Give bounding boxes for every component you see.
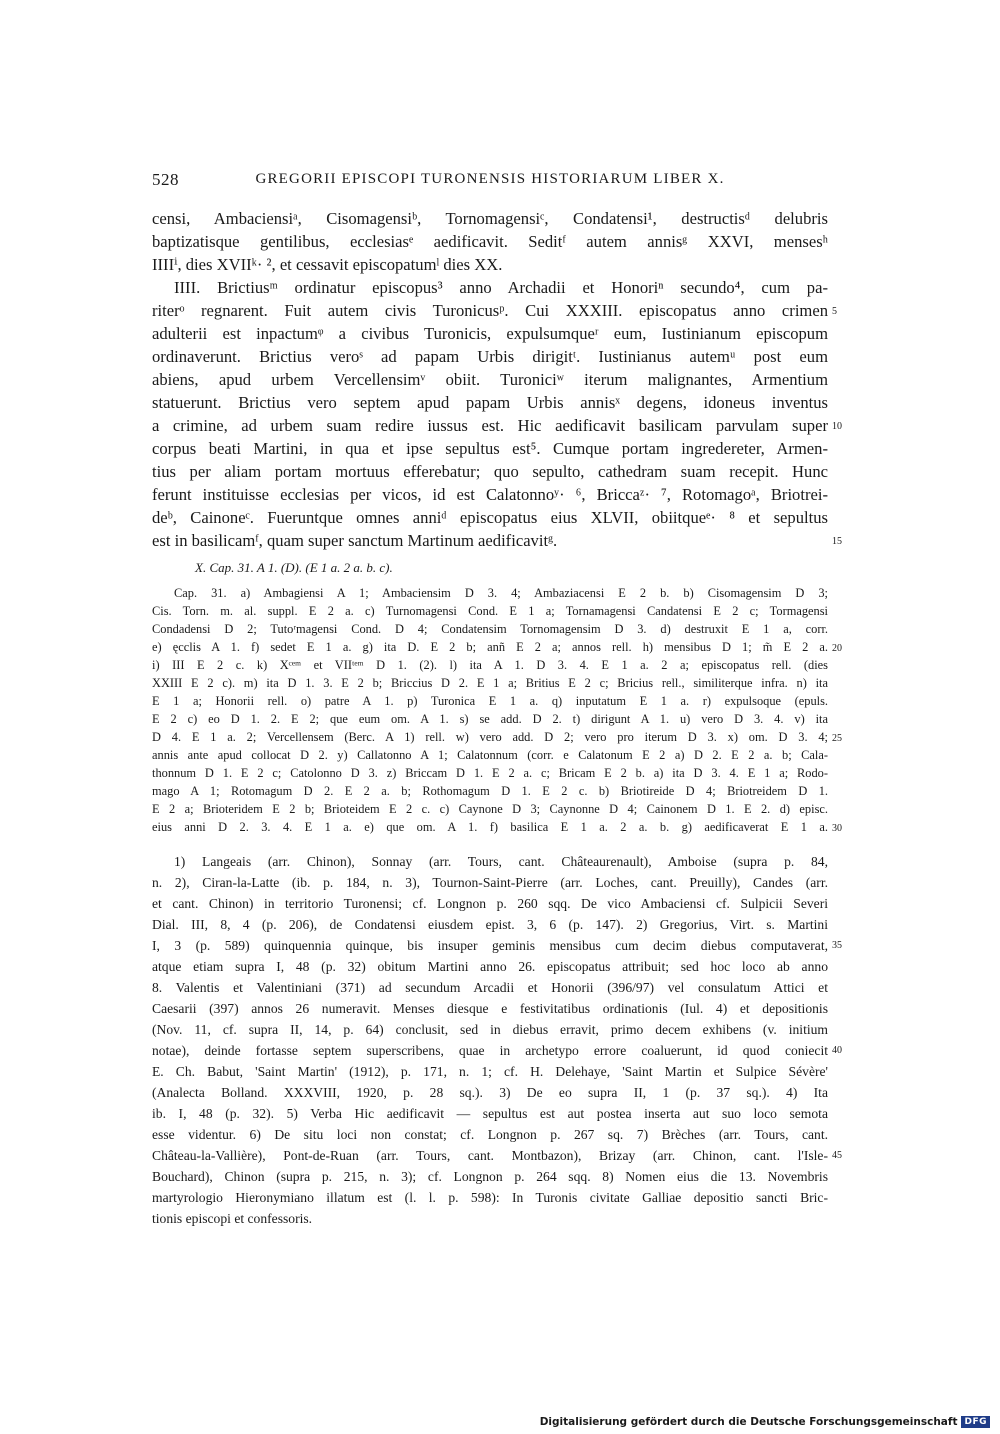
footnote-line: Bouchard), Chinon (supra p. 215, n. 3); cf. Longnon p. 264 sqq. 8) Nomen eius die 13. Novembris bbox=[152, 1169, 828, 1184]
apparatus-line: eius anni D 2. 3. 4. E 1 a. e) que om. A 1. f) basilica E 1 a. 2 a. b. g) aedificaverat E 1 a. bbox=[152, 820, 828, 834]
text-line: IIII. Brictiusᵐ ordinatur episcopus³ anno Archadii et Honoriⁿ secundo⁴, cum pa- bbox=[174, 278, 828, 297]
text-line: baptizatisque gentilibus, ecclesiasᵉ aedificavit. Seditᶠ autem annisᵍ XXVI, mensesʰ bbox=[152, 232, 828, 251]
apparatus-line: Cis. Torn. m. al. suppl. E 2 a. c) Turnomagensi Cond. E 1 a; Tornamagensi Candatensi E 2 c; Tormagensi bbox=[152, 604, 828, 618]
text-line: ferunt instituisse ecclesias per vicos, id est Calatonnoʸ· ⁶, Briccaᶻ· ⁷, Rotomagoᵃ, Briotrei- bbox=[152, 485, 828, 504]
apparatus-line: E 2 c) eo D 1. 2. E 2; que eum om. A 1. s) se add. D 2. t) dirigunt A 1. u) vero D 3. 4. v) ita bbox=[152, 712, 828, 726]
line-number: 10 bbox=[832, 421, 842, 432]
apparatus-line: Cap. 31. a) Ambagiensi A 1; Ambaciensim D 3. 4; Ambaziacensi E 2 b. b) Cisomagensim D 3; bbox=[174, 586, 828, 600]
line-number: 45 bbox=[832, 1150, 842, 1161]
text-line: riterᵒ regnarent. Fuit autem civis Turonicusᵖ. Cui XXXIII. episcopatus anno crimen bbox=[152, 301, 828, 320]
line-number: 30 bbox=[832, 823, 842, 834]
running-title: GREGORII EPISCOPI TURONENSIS HISTORIARUM LIBER X. bbox=[255, 171, 725, 187]
footnote-line: 1) Langeais (arr. Chinon), Sonnay (arr. Tours, cant. Châteaurenault), Amboise (supra p. 84, bbox=[174, 854, 828, 869]
apparatus-line: D 4. E 1 a. 2; Vercellensem (Berc. A 1) rell. w) vero add. D 2; vero pro iterum D 3. x) om. D 3. 4; bbox=[152, 730, 828, 744]
footnote-line: Château-la-Vallière), Pont-de-Ruan (arr. Tours, cant. Montbazon), Brizay (arr. Chinon, cant. l'Isle- bbox=[152, 1148, 828, 1163]
footnote-line: E. Ch. Babut, 'Saint Martin' (1912), p. 171, n. 1; cf. H. Delehaye, 'Saint Martin et Sulpice Sévère' bbox=[152, 1064, 828, 1079]
apparatus-line: mago A 1; Rotomagum D 2. E 2 a. b; Rothomagum D 1. E 2 c. b) Briotireide D 4; Briotreidem D 1. bbox=[152, 784, 828, 798]
apparatus-line: e) ęcclis A 1. f) sedet E 1 a. g) ita D. E 2 b; anñ E 2 a; annos rell. h) mensibus D 1; m̃ E 2 a. bbox=[152, 640, 828, 654]
footnote-line: Caesarii (397) annos 26 numeravit. Menses diesque e festivitatibus ordinationis (Iul. 4) et depositionis bbox=[152, 1001, 828, 1016]
footnote-line: atque etiam supra I, 48 (p. 32) obitum Martini anno 26. episcopatus attribuit; sed hoc loco ab anno bbox=[152, 959, 828, 974]
text-line: censi, Ambaciensiᵃ, Cisomagensiᵇ, Tornomagensiᶜ, Condatensi¹, destructisᵈ delubris bbox=[152, 209, 828, 228]
text-line: abiens, apud urbem Vercellensimᵛ obiit. Turoniciʷ iterum malignantes, Armentium bbox=[152, 370, 828, 389]
text-line: ordinaverunt. Brictius veroˢ ad papam Urbis dirigitᵗ. Iustinianus autemᵘ post eum bbox=[152, 347, 828, 366]
text-line: corpus beati Martini, in qua et ipse sepultus est⁵. Cumque portam ingredereter, Armen- bbox=[152, 439, 828, 458]
footnote-line: (Nov. 11, cf. supra II, 14, p. 64) conclusit, sed in diebus erravit, primo decem exhibens (v. initium bbox=[152, 1022, 828, 1037]
running-header bbox=[152, 170, 828, 194]
credit-text: Digitalisierung gefördert durch die Deutsche Forschungsgemeinschaft bbox=[539, 1416, 958, 1428]
apparatus-line: Condadensi D 2; Tutoʳmagensi Cond. D 4; Condatensim Tornomagensim D 3. d) destruxit E 1 a, corr. bbox=[152, 622, 828, 636]
footnote-line: I, 3 (p. 589) quinquennia quinque, bis insuper geminis mensibus cum decim diebus computaverat, bbox=[152, 938, 828, 953]
footnote-line: (Analecta Bolland. XXXVIII, 1920, p. 28 sq.). 3) De eo supra II, 1 (p. 37 sq.). 4) Ita bbox=[152, 1085, 828, 1100]
line-number: 5 bbox=[832, 306, 837, 317]
footnote-line: martyrologio Hieronymiano illatum est (l. l. p. 598): In Turonis civitate Galliae depositio sancti Bric- bbox=[152, 1190, 828, 1205]
dfg-logo: DFG bbox=[961, 1416, 990, 1428]
text-line: est in basilicamᶠ, quam super sanctum Martinum aedificavitᵍ. bbox=[152, 531, 558, 550]
text-line: IIIIⁱ, dies XVIIᵏ· ², et cessavit episcopatumˡ dies XX. bbox=[152, 255, 503, 274]
apparatus-line: i) III E 2 c. k) Xᶜᵉᵐ et VIIᵗᵉᵐ D 1. (2). l) ita A 1. D 3. 4. E 1 a. 2 a; episcopatus rell. (dies bbox=[152, 658, 828, 672]
text-line: deᵇ, Cainoneᶜ. Fueruntque omnes anniᵈ episcopatus eius XLVII, obiitqueᵉ· ⁸ et sepultus bbox=[152, 508, 828, 527]
line-number: 20 bbox=[832, 643, 842, 654]
line-number: 40 bbox=[832, 1045, 842, 1056]
footnote-line: n. 2), Ciran-la-Latte (ib. p. 184, n. 3), Tournon-Saint-Pierre (arr. Loches, cant. Preuilly), Candes (arr. bbox=[152, 875, 828, 890]
line-number: 25 bbox=[832, 733, 842, 744]
footnote-line: esse videntur. 6) De situ loci non constat; cf. Longnon p. 267 sq. 7) Brèches (arr. Tours, cant. bbox=[152, 1127, 828, 1142]
footnote-line: tionis episcopi et confessoris. bbox=[152, 1211, 313, 1226]
apparatus-heading: X. Cap. 31. A 1. (D). (E 1 a. 2 a. b. c). bbox=[195, 560, 393, 575]
apparatus-line: annis ante apud collocat D 2. y) Callatonno A 1; Calatonnum (corr. e Calatonum E 2 a) D 2. E 2 a. b; Cala- bbox=[152, 748, 828, 762]
footnote-line: notae), deinde fortasse septem superscribens, quae in archetypo errore coaluerunt, id quod coniecit bbox=[152, 1043, 828, 1058]
line-number: 35 bbox=[832, 940, 842, 951]
footnote-line: 8. Valentis et Valentiniani (371) ad secundum Arcadii et Honorii (396/97) vel consulatum Attici et bbox=[152, 980, 828, 995]
apparatus-line: E 1 a; Honorii rell. o) patre A 1. p) Turonica E 1 a. q) inputatum E 1 a. r) expulsoque (epuls. bbox=[152, 694, 828, 708]
text-line: a crimine, ad urbem suam redire iussus est. Hic aedificavit basilicam parvulam super bbox=[152, 416, 828, 435]
digitization-credit bbox=[540, 1416, 990, 1428]
apparatus-line: thonnum D 1. E 2 c; Catolonno D 3. z) Briccam D 1. E 2 a. c; Bricam E 2 b. a) ita D 3. 4. E 1 a; Rodo- bbox=[152, 766, 828, 780]
footnote-line: Dial. III, 8, 4 (p. 206), de Condatensi eiusdem epist. 3, 6 (p. 147). 2) Gregorius, Virt. s. Martini bbox=[152, 917, 828, 932]
page-number: 528 bbox=[152, 170, 179, 189]
line-number: 15 bbox=[832, 536, 842, 547]
apparatus-line: E 2 a; Brioteridem E 2 b; Brioteidem E 2 c. c) Caynone D 3; Caynonne D 4; Cainonem D 1. E 2. d) episc. bbox=[152, 802, 828, 816]
text-line: tius per aliam portam mortuus efferebatur; quo sepulto, cathedram suam recepit. Hunc bbox=[152, 462, 828, 481]
footnote-line: ib. I, 48 (p. 32). 5) Verba Hic aedificavit — sepultus est aut postea inserta aut suo loco semota bbox=[152, 1106, 828, 1121]
footnote-line: et cant. Chinon) in territorio Turonensi; cf. Longnon p. 260 sqq. De vico Ambaciensi cf. Sulpicii Severi bbox=[152, 896, 828, 911]
text-line: statuerunt. Brictius vero septem apud papam Urbis annisˣ degens, idoneus inventus bbox=[152, 393, 828, 412]
apparatus-line: XXIII E 2 c). m) ita D 1. 3. E 2 b; Briccius D 2. E 1 a; Britius E 2 c; Bricius rell., similiterque infra. n) ita bbox=[152, 676, 828, 690]
text-line: adulterii est inpactumᵠ a civibus Turonicis, expulsumqueʳ eum, Iustinianum episcopum bbox=[152, 324, 828, 343]
